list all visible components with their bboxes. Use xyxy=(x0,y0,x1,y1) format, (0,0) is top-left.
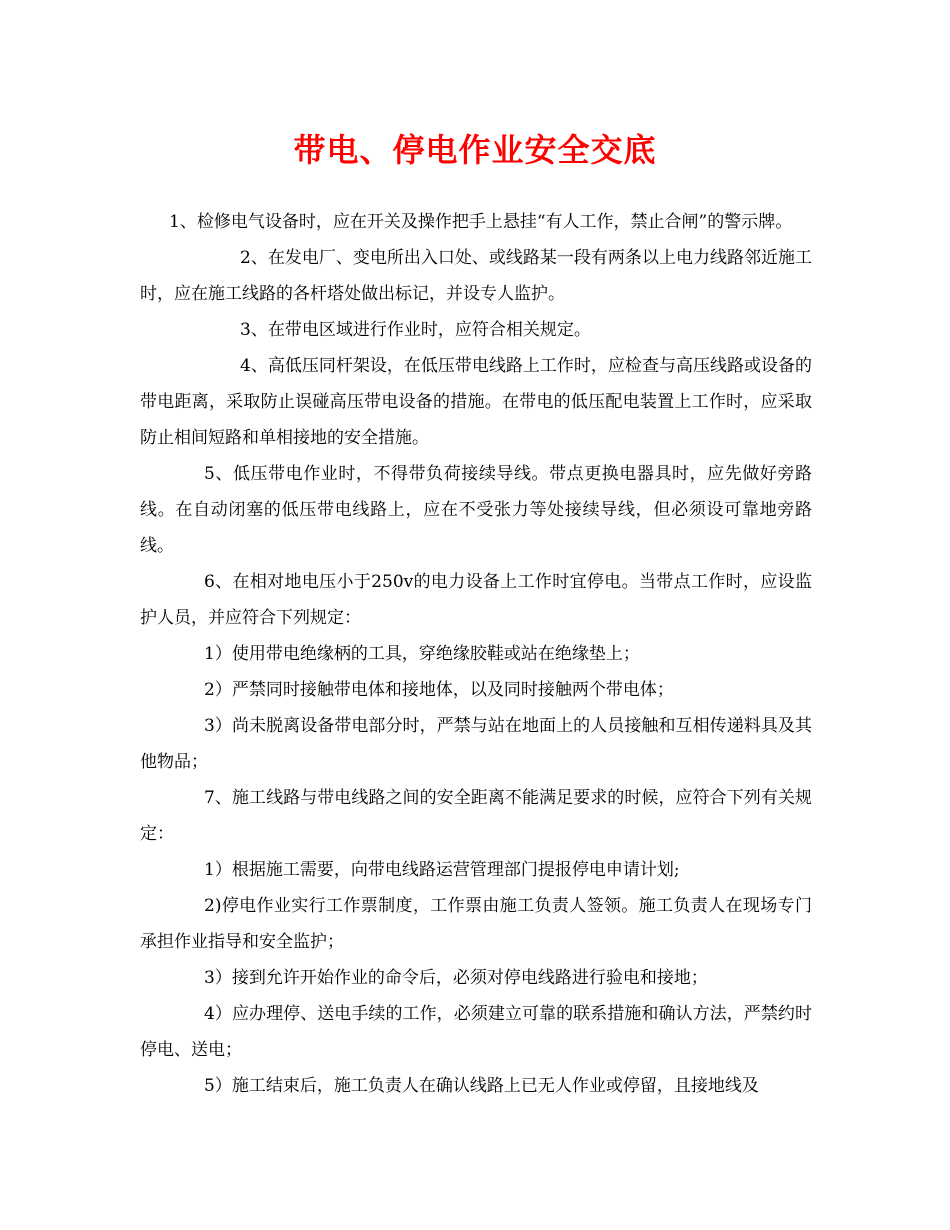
list-item-6-1: 1）使用带电绝缘柄的工具，穿绝缘胶鞋或站在绝缘垫上； xyxy=(204,644,640,664)
paragraph-3: 3、在带电区域进行作业时，应符合相关规定。 xyxy=(240,320,591,340)
paragraph-1: 1、检修电气设备时，应在开关及操作把手上悬挂“有人工作，禁止合闸”的警示牌。 xyxy=(169,212,793,232)
paragraph-5: 5、低压带电作业时，不得带负荷接续导线。带点更换电器具时，应先做好旁路线。在自动闭塞的低压带电线路上，应在不受张力等处接续导线，但必须设可靠地旁路线。 xyxy=(140,464,812,556)
list-item-7-5: 5）施工结束后，施工负责人在确认线路上已无人作业或停留，且接地线及 xyxy=(204,1076,759,1096)
paragraph-7: 7、施工线路与带电线路之间的安全距离不能满足要求的时候，应符合下列有关规定： xyxy=(140,788,812,844)
list-item-7-4: 4）应办理停、送电手续的工作，必须建立可靠的联系措施和确认方法，严禁约时停电、送电； xyxy=(140,1004,812,1060)
list-item-6-3: 3）尚未脱离设备带电部分时，严禁与站在地面上的人员接触和互相传递料具及其他物品； xyxy=(140,716,812,772)
list-item-6-2: 2）严禁同时接触带电体和接地体，以及同时接触两个带电体； xyxy=(204,680,674,700)
paragraph-4: 4、高低压同杆架设，在低压带电线路上工作时，应检查与高压线路或设备的带电距离，采取防止误碰高压带电设备的措施。在带电的低压配电装置上工作时，应采取防止相间短路和单相接地的安全措施。 xyxy=(140,356,812,448)
list-item-7-1: 1）根据施工需要，向带电线路运营管理部门提报停电申请计划; xyxy=(204,860,680,880)
paragraph-2: 2、在发电厂、变电所出入口处、或线路某一段有两条以上电力线路邻近施工时，应在施工线路的各杆塔处做出标记，并设专人监护。 xyxy=(140,248,812,304)
list-item-7-3: 3）接到允许开始作业的命令后，必须对停电线路进行验电和接地； xyxy=(204,968,708,988)
document-body xyxy=(140,204,812,1104)
document-title: 带电、停电作业安全交底 xyxy=(293,131,657,169)
list-item-7-2: 2)停电作业实行工作票制度，工作票由施工负责人签领。施工负责人在现场专门承担作业指导和安全监护； xyxy=(140,896,812,952)
paragraph-6: 6、在相对地电压小于250v的电力设备上工作时宜停电。当带点工作时，应设监护人员，并应符合下列规定： xyxy=(140,572,812,628)
